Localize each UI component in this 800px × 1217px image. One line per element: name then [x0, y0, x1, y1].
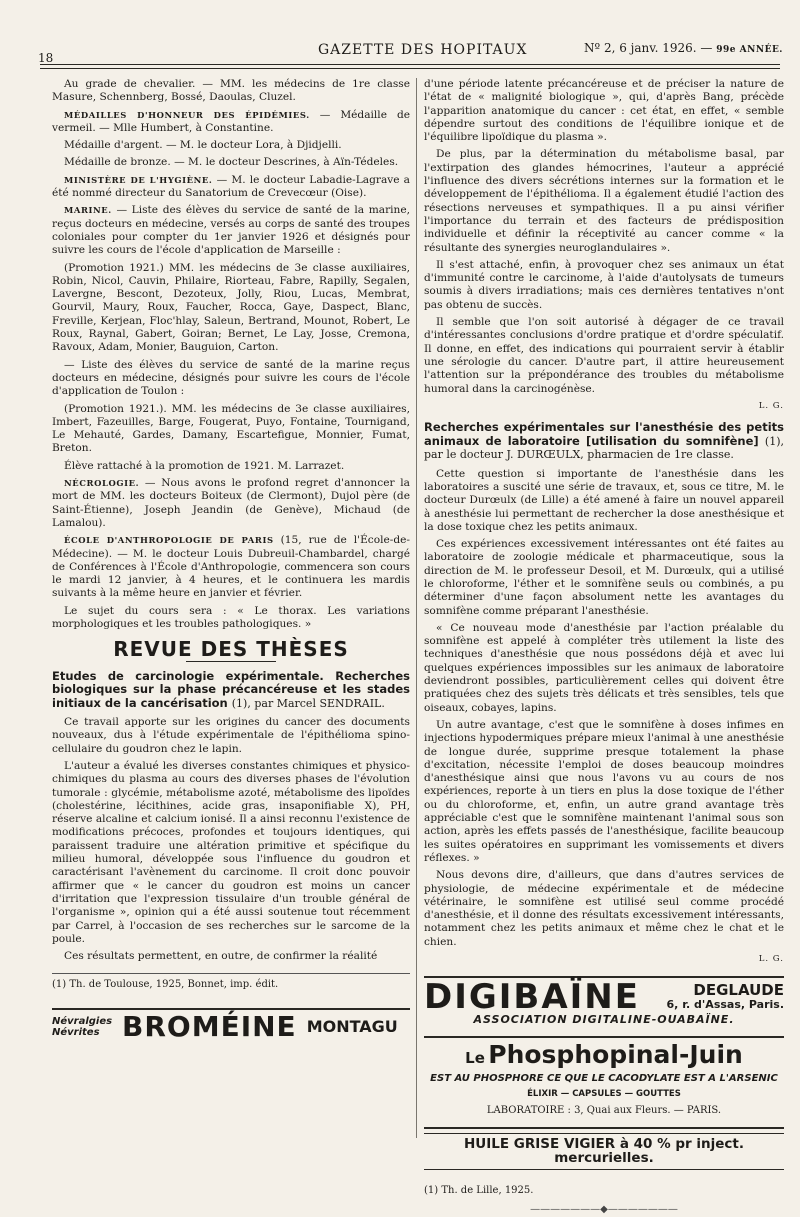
- body-paragraph: d'une période latente précancéreuse et de préciser la nature de l'état de « malignité biologique », qui, d'après Bang, précède l'apparition anatomique du cancer : cet état, en effet, « semble dépendre surtout des conditions de l'équilibre ionique et de l'équilibre lipoïdique du plasma ».: [424, 78, 784, 144]
- body-paragraph: De plus, par la détermination du métabolisme basal, par l'extirpation des glandes hémocrines, l'auteur a apprécié l'influence des divers sécrétions internes sur la formation et le développement de l'épithélioma. Il a également étudié l'action des résections nerveuses et sympathiques. Il a pu ainsi vérifier l'importance du terrain et des facteurs de prédisposition individuelle et définir la réceptivité au cancer comme « la résultante des synergies neuroglandulaires ».: [424, 148, 784, 254]
- footnote: (1) Th. de Lille, 1925.: [424, 1184, 534, 1196]
- ad-article: Le: [465, 1049, 485, 1068]
- body-paragraph: Ce travail apporte sur les origines du cancer des documents nouveaux, dus à l'étude expérimentale de l'épithélioma spino-cellulaire du goudron chez le lapin.: [52, 716, 410, 755]
- ad-laboratory: LABORATOIRE : 3, Quai aux Fleurs. — PARIS.: [486, 1105, 722, 1117]
- chevalier-paragraph: Au grade de chevalier. — MM. les médecins de 1re classe Masure, Schennberg, Bossé, Daoulas, Cluzel.: [52, 78, 410, 104]
- ad-tagline-1: Névralgies: [52, 1015, 113, 1027]
- article-title: [424, 421, 784, 462]
- article-title-text: Etudes de carcinologie expérimentale. Recherches biologiques sur la phase précancéreuse et les stades initiaux de la cancérisation: [52, 668, 410, 710]
- section-label: MARINE.: [64, 205, 112, 216]
- section-text: (15, rue de l'École-de-Médecine). — M. le docteur Louis Dubreuil-Chambardel, chargé de Conférences à l'École d'Anthropologie, commencera son cours le mardi 12 janvier, à 4 heures, et le continuera les mardis suivants à la même heure en janvier et février.: [52, 534, 410, 600]
- issue-date: Nº 2, 6 janv. 1926. —: [584, 41, 713, 55]
- ad-maker: MONTAGU: [306, 1017, 398, 1037]
- ad-product-name: BROMÉINE: [122, 1010, 297, 1044]
- sujet-paragraph: Le sujet du cours sera : « Le thorax. Les variations morphologiques et les troubles pathologiques. »: [52, 604, 410, 630]
- ad-tagline: [52, 1016, 122, 1038]
- journal-title: GAZETTE DES HOPITAUX: [318, 42, 528, 58]
- ornament-rule: ———————◆———————: [530, 1204, 678, 1216]
- section-label: MINISTÈRE DE L'HYGIÈNE.: [64, 174, 213, 185]
- body-paragraph: Il semble que l'on soit autorisé à dégager de ce travail d'intéressantes conclusions d'ordre pratique et d'ordre spéculatif. Il donne, en effet, des indications qui pourraient servir à établir une sérologie du cancer. D'autre part, il attire heureusement l'attention sur la prépondérance des troubles du métabolisme humoral dans la carcinogénèse.: [424, 316, 784, 395]
- medailles-paragraph: [52, 109, 410, 136]
- ecole-paragraph: [52, 534, 410, 600]
- section-label: MÉDAILLES D'HONNEUR DES ÉPIDÉMIES.: [64, 109, 310, 120]
- signature: L. G.: [758, 954, 784, 965]
- body-paragraph: Ces expériences excessivement intéressantes ont été faites au laboratoire de zoologie médicale et pharmaceutique, sous la direction de M. le professeur Desoil, et M. Durœulx, qui a utilisé le chloroforme, l'éther et le somnifène seuls ou combinés, a pu déterminer d'une façon absolument nette les avantages du somnifène comme préparant l'anesthésie.: [424, 538, 784, 617]
- article-byline: (1), par Marcel SENDRAIL.: [231, 696, 385, 710]
- article-title: [52, 670, 410, 711]
- issue-dateline: [584, 41, 783, 55]
- ad-product-name: DIGIBAÏNE: [424, 976, 640, 1017]
- body-paragraph: Ces résultats permettent, en outre, de confirmer la réalité: [64, 950, 378, 963]
- header-rule: [40, 64, 780, 65]
- column-divider: [416, 78, 417, 1138]
- ad-maker: DEGLAUDE: [693, 981, 784, 1000]
- body-paragraph: Nous devons dire, d'ailleurs, que dans d'autres services de physiologie, de médecine expérimentale et de médecine vétérinaire, le somnifène est utilisé seul comme procédé d'anesthésie, et il donne des résultats excessivement intéressants, notamment chez les petits animaux et même chez le chat et le chien.: [424, 869, 784, 948]
- bromeine-ad: [52, 1008, 410, 1044]
- article-title-text: Recherches expérimentales sur l'anesthésie des petits animaux de laboratoire [utilisation du somnifène]: [424, 420, 784, 448]
- marine-paragraph: [52, 204, 410, 257]
- huile-ad: [424, 1127, 784, 1170]
- marine-promotion: (Promotion 1921.) MM. les médecins de 3e classe auxiliaires, Robin, Nicol, Cauvin, Philaire, Riorteau, Fabre, Rapilly, Segalen, Lavergne, Bescont, Dezoteux, Jolly, Riou, Lucas, Membrat, Gourvil, Maury, Roux, Faucher, Rocca, Gaye, Daspect, Blanc, Freville, Kerjean, Floc'hlay, Saleun, Bertrand, Mounot, Robert, Le Roux, Raynal, Gabert, Goiran; Bernet, Le Lay, Josse, Cremona, Ravoux, Adam, Monier, Bauguion, Carton.: [52, 261, 410, 354]
- left-column: [52, 78, 411, 1044]
- toulon-paragraph: — Liste des élèves du service de santé de la marine reçus docteurs en médecine, désignés pour suivre les cours de l'école d'application de Toulon :: [52, 358, 410, 398]
- right-column: [424, 78, 784, 1217]
- ad-tagline-2: Névrites: [52, 1026, 100, 1038]
- header-rule-2: [40, 68, 780, 69]
- section-text: — M. le docteur Labadie-Lagrave a été nommé directeur du Sanatorium de Crevecœur (Oise).: [52, 173, 411, 200]
- year-label: 99e ANNÉE.: [716, 45, 783, 55]
- body-paragraph: Un autre avantage, c'est que le somnifène à doses infimes en injections hypodermiques prépare mieux l'animal à une anesthésie de longue durée, supprime presque totalement la phase d'excitation, nécessite l'emploi de doses beaucoup moindres d'anesthésique ainsi que nous l'avons vu au cours de nos expériences, reporte à un tiers en plus la dose toxique de l'éther ou du chloroforme, et, enfin, un autre grand avantage très appréciable c'est que le somnifène maintenant l'animal sous son action, après les effets passés de l'anesthésique, facilite beaucoup les suites opératoires en supprimant les vomissements et divers réflexes. »: [424, 718, 784, 864]
- ad-address: 6, r. d'Assas, Paris.: [666, 997, 784, 1011]
- ad-row: [424, 976, 784, 1017]
- section-text: — Liste des élèves du service de santé de la marine, reçus docteurs en médecine, versés au corps de santé des troupes coloniales pour compter du 1er janvier 1926 et désignés pour suivre les cours de l'école d'application de Marseille :: [52, 204, 410, 257]
- article-byline: (1), par le docteur J. DURŒULX, pharmacien de 1re classe.: [424, 434, 784, 462]
- revue-heading: REVUE DES THÈSES: [113, 637, 349, 662]
- argent-paragraph: Médaille d'argent. — M. le docteur Lora, à Djidjelli.: [64, 139, 342, 152]
- body-paragraph: Cette question si importante de l'anesthésie dans les laboratoires a suscité une série de travaux, et, sous ce titre, M. le docteur Durœulx (de Lille) a été amené à faire un nouvel appareil à anesthésie lui permettant de rechercher la dose anesthésique et la dose toxique chez les petits animaux.: [424, 467, 784, 533]
- section-label: ÉCOLE D'ANTHROPOLOGIE DE PARIS: [64, 535, 274, 546]
- eleve-paragraph: Élève rattaché à la promotion de 1921. M. Larrazet.: [64, 459, 345, 472]
- phosphopinal-ad: [424, 1036, 784, 1117]
- digibaine-ad: [424, 976, 784, 1026]
- bronze-paragraph: Médaille de bronze. — M. le docteur Descrines, à Aïn-Tédeles.: [64, 156, 399, 169]
- signature: L. G.: [758, 400, 784, 411]
- section-text: — Médaille de vermeil. — Mlle Humbert, à Constantine.: [52, 108, 411, 134]
- body-paragraph: L'auteur a évalué les diverses constantes chimiques et physico-chimiques du plasma au cours des diverses phases de l'évolution tumorale : glycémie, métabolisme azoté, métabolisme des lipoïdes (cholestérine, lécithines, acide gras, insaponifiable X), PH, réserve alcaline et calcium ionisé. Il a ainsi reconnu l'existence de modifications précoces, profondes et toujours identiques, qui paraissent traduire une altération primitive et spécifique du milieu humoral, développée sous l'influence du goudron et caractérisant l'avènement du carcinome. Il croit donc pouvoir affirmer que « le cancer du goudron est moins un cancer d'irritation que l'expression tissulaire d'un trouble général de l'organisme », opinion qui a été aussi soutenue tout récemment par Carrel, à l'occasion de ses recherches sur le sarcome de la poule.: [52, 759, 410, 945]
- footnote: (1) Th. de Toulouse, 1925, Bonnet, imp. édit.: [52, 973, 410, 991]
- body-paragraph: « Ce nouveau mode d'anesthésie par l'action préalable du somnifène est appelé à compléter très utilement la liste des techniques d'anesthésie que nous possédons déjà et avec lui quelques expériences impossibles sur les animaux de laboratoire deviendront possibles, particulièrement celles qui doivent être pratiquées chez des sujets très délicats et très sensibles, tels que oiseaux, cobayes, lapins.: [424, 621, 784, 714]
- body-paragraph: Il s'est attaché, enfin, à provoquer chez ses animaux un état d'immunité contre le carcinome, à l'aide d'autolysats de tumeurs soumis à divers irradiations; mais ces dernières tentatives n'ont pas obtenu de succès.: [424, 258, 784, 311]
- toulon-promotion: (Promotion 1921.). MM. les médecins de 3e classe auxiliaires, Imbert, Fazeuilles, Barge, Fougerat, Puyo, Fontaine, Tournigand, Le Mehauté, Gardes, Damany, Escartefigue, Monnier, Fumat, Breton.: [52, 402, 410, 455]
- ad-association: ASSOCIATION DIGITALINE-OUABAÏNE.: [473, 1012, 735, 1026]
- ad-forms: ÉLIXIR — CAPSULES — GOUTTES: [527, 1088, 681, 1099]
- section-text: — Nous avons le profond regret d'annoncer la mort de MM. les docteurs Boiteux (de Clermont), Dujol père (de Saint-Étienne), Joseph Jeandin (de Genève), Michaud (de Lamalou).: [52, 477, 410, 529]
- ad-text: HUILE GRISE VIGIER à 40 % pr inject. mercurielles.: [424, 1133, 784, 1170]
- page-number: 18: [38, 51, 54, 65]
- necrologie-paragraph: [52, 477, 410, 530]
- ad-title: [424, 1040, 784, 1070]
- ad-tagline: EST AU PHOSPHORE CE QUE LE CACODYLATE EST A L'ARSENIC: [430, 1072, 778, 1084]
- section-label: NÉCROLOGIE.: [64, 478, 140, 489]
- ad-product-name: Phosphopinal-Juin: [488, 1040, 743, 1070]
- ad-maker-block: [666, 981, 784, 1011]
- hygiene-paragraph: [52, 174, 410, 201]
